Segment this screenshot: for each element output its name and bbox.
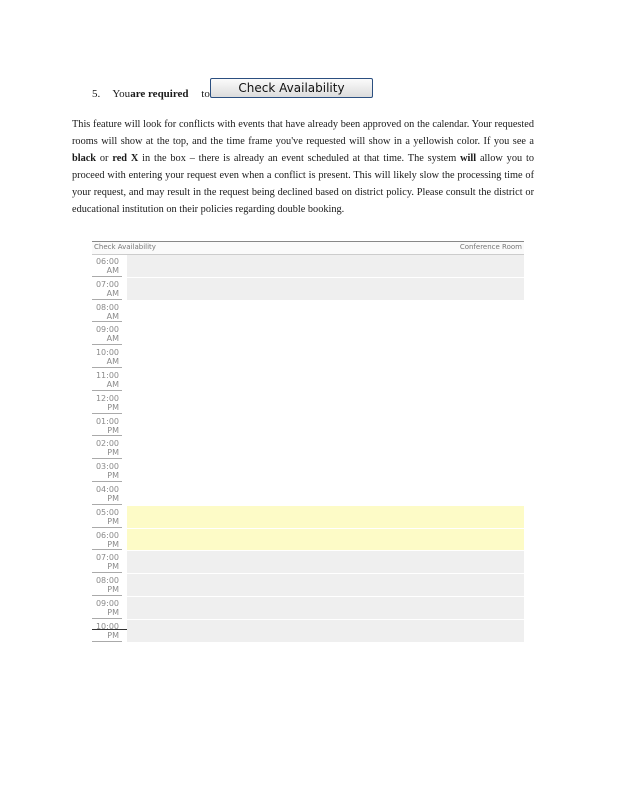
time-slot[interactable]	[127, 278, 524, 300]
time-ampm: AM	[106, 288, 119, 298]
step-text-after: to	[201, 88, 210, 100]
time-ampm: PM	[107, 402, 119, 412]
time-row	[92, 369, 524, 392]
time-row	[92, 392, 524, 415]
time-row	[92, 597, 524, 620]
time-row	[92, 574, 524, 597]
time-label	[92, 301, 122, 323]
time-ampm: PM	[107, 471, 119, 481]
time-label	[92, 323, 122, 345]
step-instruction	[92, 88, 210, 100]
time-label	[92, 369, 122, 391]
time-label	[92, 597, 122, 619]
time-ampm: PM	[107, 630, 119, 640]
time-row	[92, 460, 524, 483]
time-row	[92, 323, 524, 346]
time-slot[interactable]	[127, 369, 524, 391]
time-label	[92, 415, 122, 437]
time-ampm: AM	[106, 357, 119, 367]
paragraph-red-x: red X	[112, 152, 139, 164]
time-slot[interactable]	[127, 597, 524, 619]
calendar-header-left: Check Availability	[94, 243, 156, 251]
time-label	[92, 529, 122, 551]
time-hour: 02:00	[95, 439, 119, 449]
time-slot[interactable]	[127, 437, 524, 459]
time-row	[92, 551, 524, 574]
time-row	[92, 506, 524, 529]
time-slot[interactable]	[127, 483, 524, 505]
time-row	[92, 483, 524, 506]
time-label	[92, 551, 122, 573]
paragraph-black: black	[72, 152, 97, 164]
time-slot[interactable]	[127, 255, 524, 277]
time-hour: 10:00	[95, 621, 119, 631]
time-row	[92, 255, 524, 278]
paragraph-will: will	[460, 152, 477, 164]
time-hour: 09:00	[95, 325, 119, 335]
time-hour: 11:00	[95, 370, 119, 380]
time-ampm: PM	[107, 448, 119, 458]
time-slot[interactable]	[127, 301, 524, 323]
time-label	[92, 506, 122, 528]
time-hour: 01:00	[95, 416, 119, 426]
time-hour: 03:00	[95, 462, 119, 472]
time-hour: 05:00	[95, 507, 119, 517]
time-slot[interactable]	[127, 620, 524, 642]
time-ampm: PM	[107, 425, 119, 435]
calendar-header-room: Conference Room	[459, 243, 522, 251]
paragraph-part3: allow you to proceed with entering your request even when a conflict is present. This will likely slow the processing time of your request, and may result in the request being declined based on district policy. Please consult the district or educational institution on their policies regarding double booking.	[72, 152, 534, 215]
time-slot[interactable]	[127, 506, 524, 528]
time-label	[92, 460, 122, 482]
paragraph-part1: This feature will look for conflicts with events that have already been approved on the calendar. Your requested rooms will show at the top, and the time frame you've requested will show in a yellowish color. If you see a	[72, 119, 534, 147]
time-slot[interactable]	[127, 323, 524, 345]
time-row	[92, 301, 524, 324]
time-ampm: PM	[107, 607, 119, 617]
time-hour: 09:00	[95, 598, 119, 608]
time-label	[92, 620, 122, 642]
time-label	[92, 278, 122, 300]
time-slot[interactable]	[127, 529, 524, 551]
time-hour: 04:00	[95, 484, 119, 494]
time-hour: 08:00	[95, 576, 119, 586]
time-row	[92, 529, 524, 552]
time-label	[92, 437, 122, 459]
paragraph-or: or	[96, 152, 113, 164]
time-row	[92, 278, 524, 301]
time-slot[interactable]	[127, 551, 524, 573]
time-label	[92, 346, 122, 368]
time-row	[92, 346, 524, 369]
time-ampm: AM	[106, 266, 119, 275]
time-slot[interactable]	[127, 346, 524, 368]
time-hour: 06:00	[95, 257, 119, 266]
calendar-header	[92, 241, 524, 255]
availability-calendar	[92, 241, 524, 640]
time-slot[interactable]	[127, 574, 524, 596]
calendar-rows	[92, 255, 524, 643]
step-text-bold: are required	[130, 88, 189, 100]
paragraph-part2: in the box – there is already an event scheduled at that time. The system	[138, 152, 461, 164]
time-hour: 08:00	[95, 302, 119, 312]
time-hour: 07:00	[95, 279, 119, 289]
time-hour: 12:00	[95, 393, 119, 403]
time-row	[92, 437, 524, 460]
time-row	[92, 415, 524, 438]
time-ampm: PM	[107, 539, 119, 549]
time-row	[92, 620, 524, 643]
instruction-paragraph	[72, 117, 534, 218]
time-ampm: PM	[107, 562, 119, 572]
time-hour: 07:00	[95, 553, 119, 563]
time-ampm: AM	[106, 311, 119, 321]
time-hour: 10:00	[95, 348, 119, 358]
time-slot[interactable]	[127, 415, 524, 437]
step-number: 5.	[92, 88, 101, 100]
time-label	[92, 483, 122, 505]
step-text-before: You	[112, 88, 131, 100]
time-ampm: PM	[107, 493, 119, 503]
time-hour: 06:00	[95, 530, 119, 540]
time-label	[92, 392, 122, 414]
time-slot[interactable]	[127, 392, 524, 414]
time-ampm: AM	[106, 379, 119, 389]
time-label	[92, 255, 122, 277]
check-availability-button[interactable]: Check Availability	[210, 78, 373, 98]
time-ampm: PM	[107, 585, 119, 595]
time-slot[interactable]	[127, 460, 524, 482]
time-label	[92, 574, 122, 596]
time-ampm: AM	[106, 334, 119, 344]
time-ampm: PM	[107, 516, 119, 526]
